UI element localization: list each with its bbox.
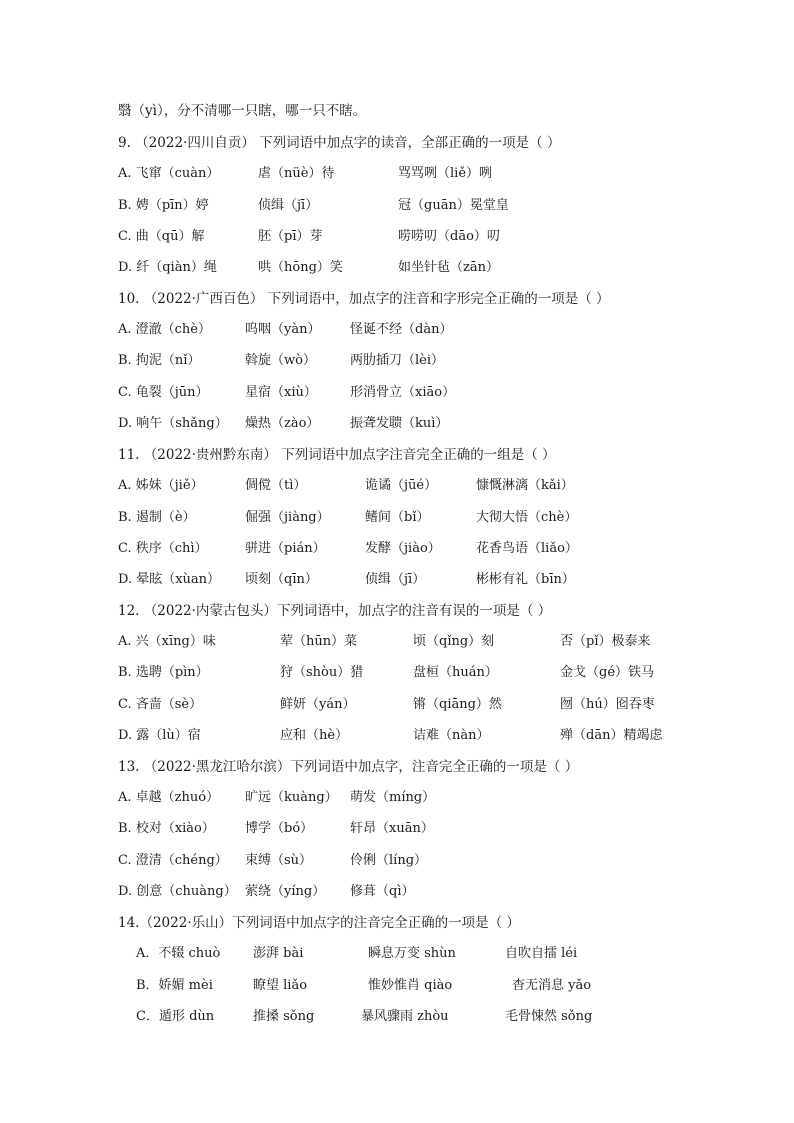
option-cell: 萦绕（yíng） xyxy=(245,884,326,899)
option-cell: 振聋发聩（kuì） xyxy=(350,416,449,431)
option-cell: 慷慨淋漓（kǎi） xyxy=(476,478,574,493)
option-cell: C. 秩序（chì） xyxy=(118,541,208,556)
option-cell: 修葺（qì） xyxy=(350,884,415,899)
option-cell: D. 纤（qiàn）绳 xyxy=(118,260,217,275)
option-cell: 瞭望 liǎo xyxy=(253,978,308,993)
option-cell: 倜傥（tì） xyxy=(245,478,307,493)
option-cell: C．遁形 dùn xyxy=(136,1009,215,1024)
option-cell: 骂骂咧（liě）咧 xyxy=(398,166,493,181)
option-cell: 侦缉（jī） xyxy=(365,572,426,587)
intro-line: 翳（yì），分不清哪一只瞎，哪一只不瞎。 xyxy=(118,103,367,119)
option-cell: 星宿（xiù） xyxy=(245,385,317,400)
option-cell: 顷刻（qīn） xyxy=(245,572,318,587)
option-cell: 骈进（pián） xyxy=(245,541,326,556)
option-cell: 伶俐（líng） xyxy=(350,853,428,868)
option-cell: B. 选聘（pìn） xyxy=(118,665,209,680)
option-cell: 鳍间（bǐ） xyxy=(365,510,430,525)
option-cell: A. 卓越（zhuó） xyxy=(118,790,220,805)
option-cell: C. 吝啬（sè） xyxy=(118,697,203,712)
option-cell: D. 响午（shǎng） xyxy=(118,416,228,431)
option-cell: 花香鸟语（liǎo） xyxy=(476,541,578,556)
option-cell: 瞬息万变 shùn xyxy=(368,946,456,961)
option-cell: 惟妙惟肖 qiào xyxy=(368,978,453,993)
option-cell: B．娇媚 mèi xyxy=(136,978,213,993)
option-cell: 大彻大悟（chè） xyxy=(476,510,578,525)
question-stem: 12. （2022·内蒙古包头）下列词语中，加点字的注音有误的一项是（ ） xyxy=(118,603,552,619)
option-cell: D. 露（lù）宿 xyxy=(118,728,201,743)
option-cell: C. 澄清（chéng） xyxy=(118,853,228,868)
option-cell: 锵（qiāng）然 xyxy=(413,697,502,712)
option-cell: 诡谲（jūé） xyxy=(365,478,438,493)
option-cell: 金戈（gé）铁马 xyxy=(560,665,655,680)
option-cell: 怪诞不经（dàn） xyxy=(350,322,453,337)
option-cell: 斡旋（wò） xyxy=(245,353,316,368)
option-cell: 应和（hè） xyxy=(280,728,349,743)
option-cell: 轩昂（xuān） xyxy=(350,821,434,836)
option-cell: A. 澄澈（chè） xyxy=(118,322,211,337)
option-cell: 鲜妍（yán） xyxy=(280,697,356,712)
option-cell: 博学（bó） xyxy=(245,821,314,836)
option-cell: A. 飞窜（cuàn） xyxy=(118,166,220,181)
question-stem: 9. （2022·四川自贡） 下列词语中加点字的读音，全部正确的一项是（ ） xyxy=(118,135,561,151)
question-stem: 11. （2022·贵州黔东南） 下列词语中加点字注音完全正确的一组是（ ） xyxy=(118,447,556,463)
option-cell: 萌发（míng） xyxy=(350,790,436,805)
option-cell: 澎湃 bài xyxy=(253,946,304,961)
option-cell: 胚（pī）芽 xyxy=(258,229,323,244)
option-cell: B. 拘泥（nǐ） xyxy=(118,353,201,368)
option-cell: 暴风骤雨 zhòu xyxy=(361,1009,449,1024)
option-cell: A. 兴（xīng）味 xyxy=(118,634,216,649)
option-cell: 旷远（kuàng） xyxy=(245,790,338,805)
option-cell: 毛骨悚然 sǒng xyxy=(505,1009,593,1024)
option-cell: 呜咽（yàn） xyxy=(245,322,321,337)
option-cell: 否（pǐ）极泰来 xyxy=(560,634,651,649)
option-cell: 诘难（nàn） xyxy=(413,728,490,743)
option-cell: 推搡 sǒng xyxy=(253,1009,315,1024)
option-cell: 顷（qǐng）刻 xyxy=(413,634,495,649)
option-cell: 倔强（jiàng） xyxy=(245,510,330,525)
option-cell: 自吹自擂 léi xyxy=(505,946,578,961)
option-cell: 盘桓（huán） xyxy=(413,665,498,680)
option-cell: 形消骨立（xiāo） xyxy=(350,385,456,400)
option-cell: C. 龟裂（jūn） xyxy=(118,385,209,400)
question-stem: 14.（2022·乐山）下列词语中加点字的注音完全正确的一项是（ ） xyxy=(118,915,520,931)
option-cell: 囫（hú）囵吞枣 xyxy=(560,697,655,712)
option-cell: A．不辍 chuò xyxy=(136,946,221,961)
option-cell: B. 遏制（è） xyxy=(118,510,196,525)
option-cell: 狩（shòu）猎 xyxy=(280,665,364,680)
option-cell: 冠（guān）冕堂皇 xyxy=(398,198,509,213)
option-cell: B. 娉（pīn）婷 xyxy=(118,198,209,213)
option-cell: A. 姊妹（jiě） xyxy=(118,478,204,493)
option-cell: 荤（hūn）菜 xyxy=(280,634,358,649)
option-cell: 唠唠叨（dāo）叨 xyxy=(398,229,500,244)
option-cell: 燥热（zào） xyxy=(245,416,320,431)
option-cell: 发酵（jiào） xyxy=(365,541,441,556)
option-cell: 彬彬有礼（bīn） xyxy=(476,572,575,587)
option-cell: 两肋插刀（lèi） xyxy=(350,353,445,368)
question-stem: 13. （2022·黑龙江哈尔滨）下列词语中加点字，注音完全正确的一项是（ ） xyxy=(118,759,579,775)
option-cell: 杳无消息 yǎo xyxy=(512,978,592,993)
option-cell: 哄（hōng）笑 xyxy=(258,260,343,275)
option-cell: 束缚（sù） xyxy=(245,853,313,868)
option-cell: D. 创意（chuàng） xyxy=(118,884,237,899)
question-stem: 10. （2022·广西百色） 下列词语中，加点字的注音和字形完全正确的一项是（ ） xyxy=(118,291,610,307)
option-cell: 侦缉（jī） xyxy=(258,198,319,213)
option-cell: B. 校对（xiào） xyxy=(118,821,215,836)
option-cell: 虐（nüè）待 xyxy=(258,166,335,181)
option-cell: 殚（dān）精竭虑 xyxy=(560,728,663,743)
option-cell: D. 晕眩（xùan） xyxy=(118,572,221,587)
option-cell: C. 曲（qū）解 xyxy=(118,229,205,244)
option-cell: 如坐针毡（zān） xyxy=(398,260,499,275)
